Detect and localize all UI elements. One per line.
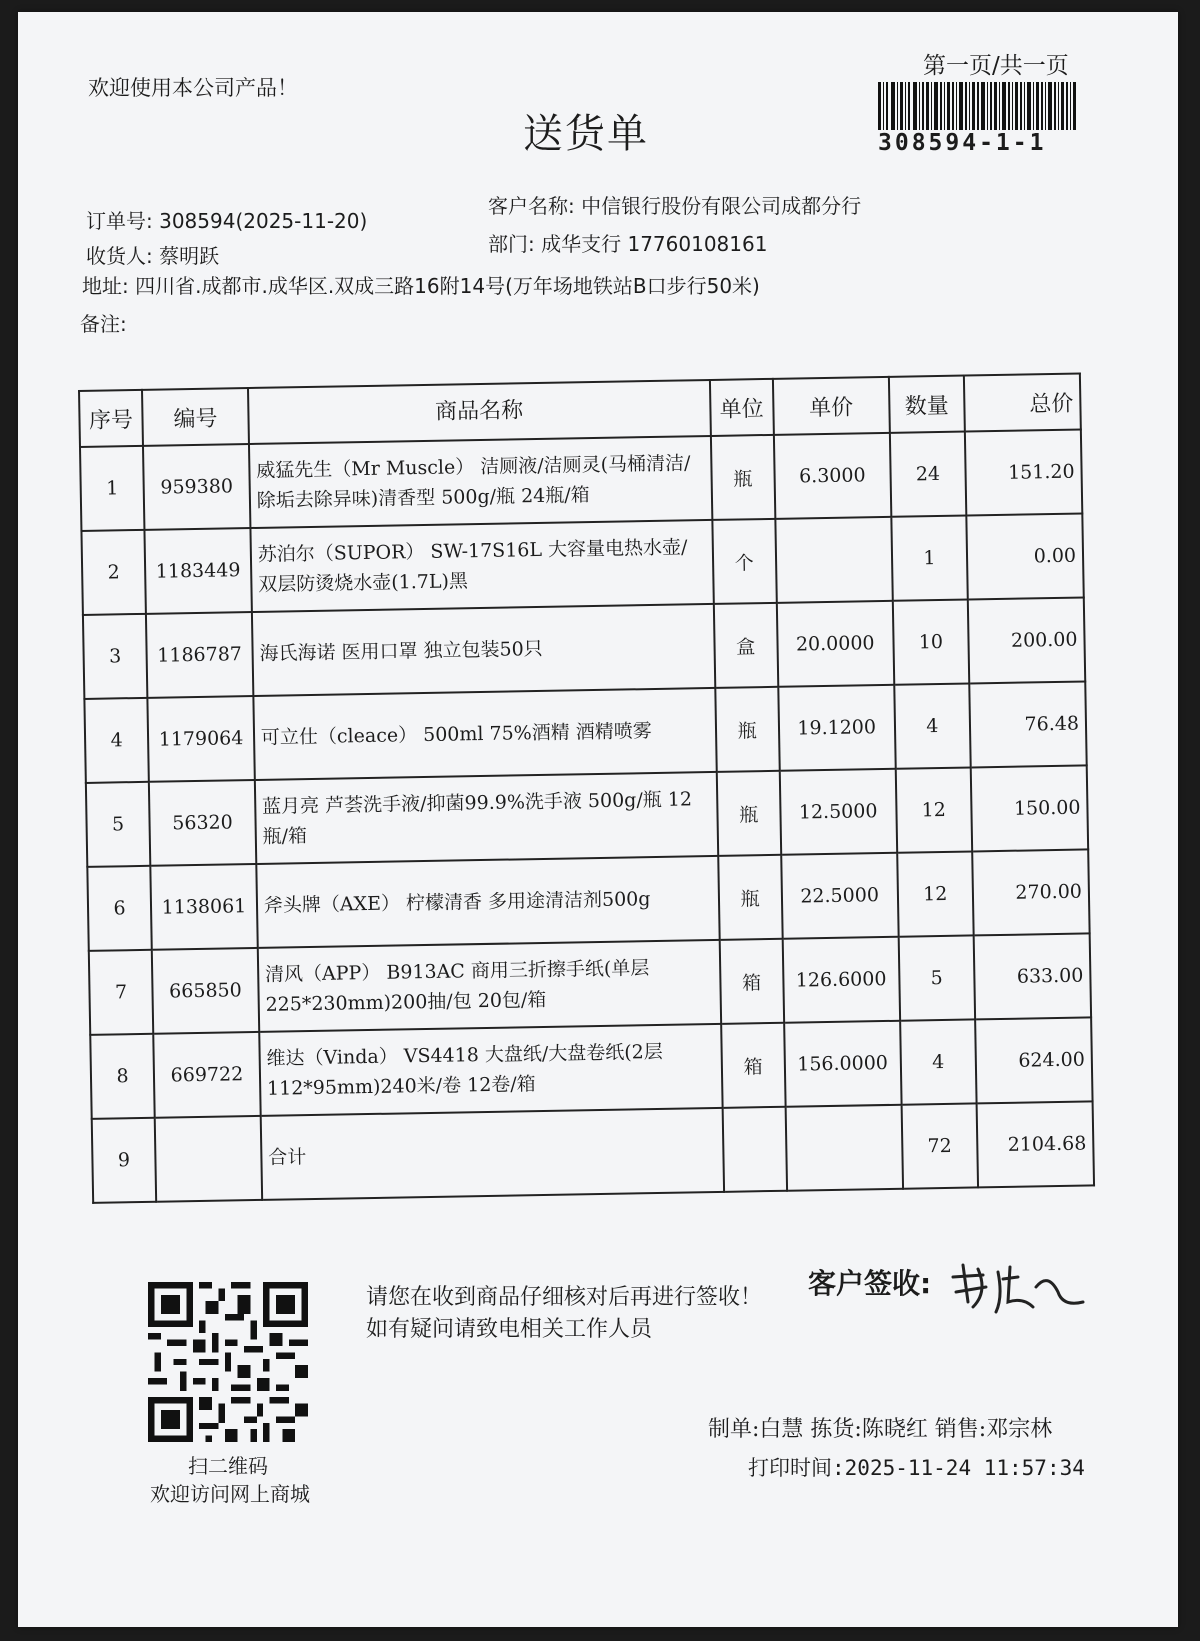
welcome-text: 欢迎使用本公司产品！ [88,76,298,100]
qr-caption-visit: 欢迎访问网上商城 [150,1482,310,1506]
cell-product-name: 维达（Vinda） VS4418 大盘纸/大盘卷纸(2层112*95mm)240米/卷 12卷/箱 [259,1024,722,1116]
cell-index: 6 [87,866,152,951]
address-label: 地址: [82,274,129,298]
cell-code: 56320 [149,780,256,866]
receiver-row [86,240,219,269]
cell-product-name: 海氏海诺 医用口罩 独立包装50只 [252,604,715,696]
header-total: 总价 [964,374,1081,432]
cell-index: 9 [92,1118,157,1203]
cell-quantity: 1 [891,516,968,601]
cell-unit: 箱 [721,1023,786,1108]
header-product-name: 商品名称 [248,380,711,444]
cell-quantity: 4 [894,683,971,768]
cell-code: 1183449 [145,528,252,614]
cell-unit: 箱 [719,939,784,1024]
department-label: 部门: [488,232,535,256]
header-unit: 单位 [710,379,774,436]
handwritten-signature [948,1257,1088,1317]
address-value: 四川省.成都市.成华区.双成三路16附14号(万年场地铁站B口步行50米) [135,274,760,298]
cell-unit-price: 6.3000 [774,433,891,519]
cell-unit: 个 [712,519,777,604]
delivery-note-sheet [18,12,1178,1627]
cell-unit-price [785,1105,902,1191]
department-value: 成华支行 17760108161 [541,232,768,256]
cell-unit: 瓶 [718,855,783,940]
barcode-image [878,82,1078,130]
cell-code: 1186787 [146,612,253,698]
cell-total: 624.00 [975,1017,1092,1103]
customer-signature-label: 客户签收: [808,1267,932,1300]
remark-label: 备注: [80,312,127,336]
cell-quantity: 5 [898,935,975,1020]
cell-unit-price: 12.5000 [779,769,896,855]
receiver-label: 收货人: [86,244,153,268]
cell-quantity: 12 [897,851,974,936]
cell-grand-total: 2104.68 [977,1101,1094,1187]
header-unit-price: 单价 [773,377,890,435]
customer-name-value: 中信银行股份有限公司成都分行 [581,194,862,218]
cell-unit-price: 20.0000 [777,601,894,687]
cell-code: 1179064 [147,696,254,782]
header-quantity: 数量 [889,376,965,433]
page-info: 第一页/共一页 [923,53,1069,79]
cell-product-name: 蓝月亮 芦荟洗手液/抑菌99.9%洗手液 500g/瓶 12瓶/箱 [255,772,718,864]
cell-total: 151.20 [965,430,1082,516]
address-row [82,270,760,299]
order-number-value: 308594(2025-11-20) [159,209,368,233]
print-time-row [748,1452,1085,1482]
header-code: 编号 [142,388,249,446]
cell-unit [722,1107,787,1192]
cell-total: 270.00 [972,849,1089,935]
cell-summary-label: 合计 [261,1108,724,1200]
cell-index: 8 [90,1034,155,1119]
cell-product-name: 可立仕（cleace） 500ml 75%酒精 酒精喷雾 [253,688,716,780]
print-time-value: 2025-11-24 11:57:34 [844,1456,1085,1480]
cell-quantity: 12 [895,767,972,852]
header-index: 序号 [79,390,143,447]
cell-unit-price: 156.0000 [784,1021,901,1107]
cell-index: 2 [81,530,146,615]
cell-total-quantity: 72 [901,1103,978,1188]
print-time-label: 打印时间: [748,1456,845,1480]
cell-unit: 盒 [714,603,779,688]
cell-total: 0.00 [966,513,1083,599]
cell-total: 200.00 [968,597,1085,683]
cell-index: 1 [80,446,145,531]
cell-code [155,1116,262,1202]
cell-product-name: 苏泊尔（SUPOR） SW-17S16L 大容量电热水壶/双层防烫烧水壶(1.7L)黑 [250,520,713,612]
cell-code: 959380 [143,444,250,530]
qr-caption-scan: 扫二维码 [188,1454,268,1478]
items-table [78,372,1095,1203]
table-row-summary [92,1101,1094,1202]
cell-index: 5 [86,782,151,867]
qr-code-image [148,1282,308,1442]
order-number-row [86,205,367,234]
cell-product-name: 斧头牌（AXE） 柠檬清香 多用途清洁剂500g [256,856,719,948]
receiver-value: 蔡明跃 [159,244,220,268]
staff-info: 制单:白慧 拣货:陈晓红 销售:邓宗林 [708,1417,1053,1442]
cell-unit-price: 126.6000 [782,937,899,1023]
cell-total: 633.00 [974,933,1091,1019]
department-row [488,228,767,257]
cell-unit: 瓶 [711,435,776,520]
document-title: 送货单 [523,111,649,157]
cell-unit-price: 22.5000 [781,853,898,939]
customer-name-label: 客户名称: [488,194,575,218]
cell-unit: 瓶 [716,771,781,856]
barcode-number: 308594-1-1 [878,130,1047,156]
cell-code: 665850 [152,948,259,1034]
inspection-notice: 请您在收到商品仔细核对后再进行签收！如有疑问请致电相关工作人员 [366,1285,763,1342]
cell-unit-price: 19.1200 [778,685,895,771]
cell-index: 3 [83,614,148,699]
cell-quantity: 10 [893,600,970,685]
cell-product-name: 威猛先生（Mr Muscle） 洁厕液/洁厕灵(马桶清洁/除垢去除异味)清香型 500g/瓶 24瓶/箱 [249,436,712,528]
cell-unit-price [775,517,892,603]
cell-product-name: 清风（APP） B913AC 商用三折擦手纸(单层225*230mm)200抽/包 20包/箱 [258,940,721,1032]
cell-total: 150.00 [971,765,1088,851]
cell-index: 4 [84,698,149,783]
cell-code: 1138061 [150,864,257,950]
cell-total: 76.48 [969,681,1086,767]
cell-code: 669722 [153,1032,260,1118]
cell-index: 7 [89,950,154,1035]
cell-unit: 瓶 [715,687,780,772]
cell-quantity: 4 [900,1019,977,1104]
customer-name-row [488,190,861,219]
order-number-label: 订单号: [86,209,153,233]
cell-quantity: 24 [890,432,967,517]
